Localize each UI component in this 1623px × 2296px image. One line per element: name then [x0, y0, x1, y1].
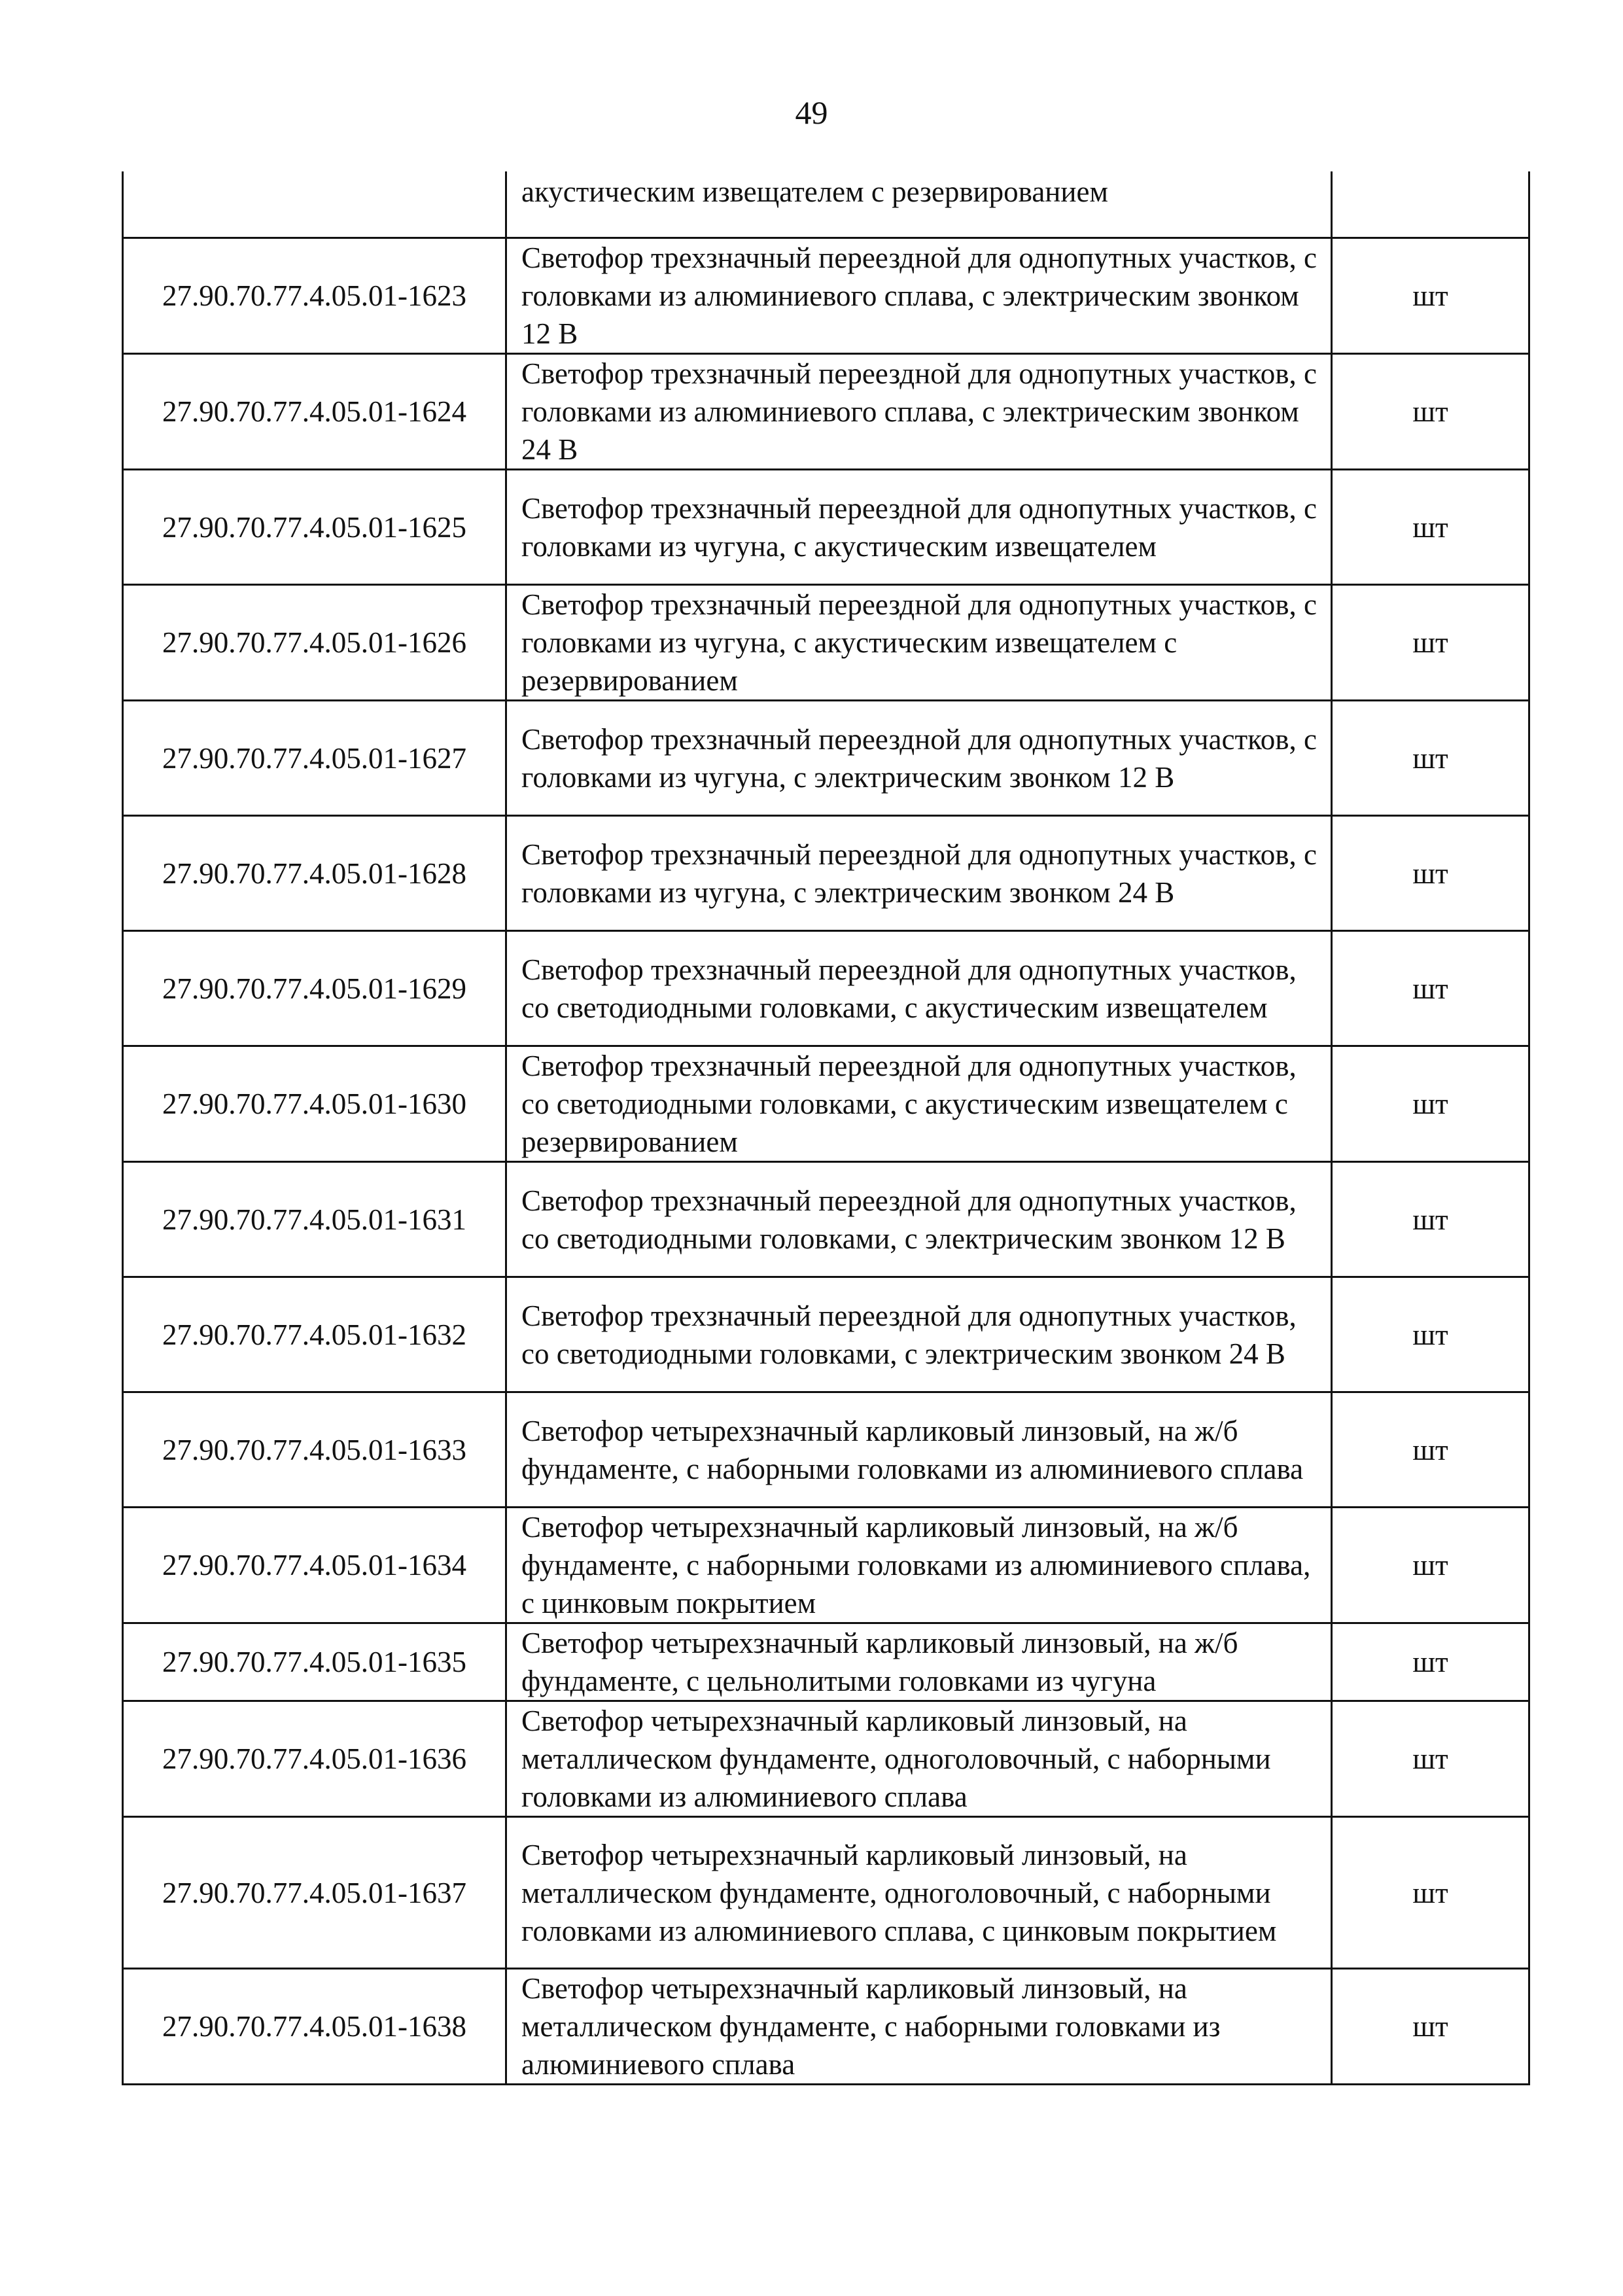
table-row — [123, 1392, 1529, 1508]
table-row — [123, 470, 1529, 585]
table-row — [123, 1817, 1529, 1969]
code-cell: 27.90.70.77.4.05.01-1624 — [123, 354, 506, 470]
unit-cell: шт — [1332, 931, 1529, 1046]
code-cell — [123, 171, 506, 238]
unit-cell: шт — [1332, 1969, 1529, 2085]
unit-cell: шт — [1332, 1817, 1529, 1969]
unit-cell: шт — [1332, 238, 1529, 354]
unit-cell: шт — [1332, 1623, 1529, 1701]
code-cell: 27.90.70.77.4.05.01-1626 — [123, 585, 506, 701]
name-cell: Светофор четырехзначный карликовый линзовый, на металлическом фундаменте, с наборными головками из алюминиевого сплава — [506, 1969, 1332, 2085]
name-cell: Светофор трехзначный переездной для однопутных участков, со светодиодными головками, с акустическим извещателем с резервированием — [506, 1046, 1332, 1162]
table-row — [123, 1508, 1529, 1623]
unit-cell: шт — [1332, 1508, 1529, 1623]
name-cell: Светофор трехзначный переездной для однопутных участков, с головками из чугуна, с акустическим извещателем — [506, 470, 1332, 585]
code-cell: 27.90.70.77.4.05.01-1633 — [123, 1392, 506, 1508]
name-cell: Светофор трехзначный переездной для однопутных участков, с головками из чугуна, с электрическим звонком 12 В — [506, 701, 1332, 816]
name-cell: Светофор четырехзначный карликовый линзовый, на металлическом фундаменте, одноголовочный, с наборными головками из алюминиевого сплава — [506, 1701, 1332, 1817]
name-cell: акустическим извещателем с резервированием — [506, 171, 1332, 238]
name-cell: Светофор четырехзначный карликовый линзовый, на ж/б фундаменте, с наборными головками из алюминиевого сплава — [506, 1392, 1332, 1508]
name-cell: Светофор четырехзначный карликовый линзовый, на металлическом фундаменте, одноголовочный, с наборными головками из алюминиевого сплава, с цинковым покрытием — [506, 1817, 1332, 1969]
table-row — [123, 354, 1529, 470]
name-cell: Светофор трехзначный переездной для однопутных участков, с головками из чугуна, с акустическим извещателем с резервированием — [506, 585, 1332, 701]
page-number: 49 — [795, 94, 828, 131]
table-row — [123, 701, 1529, 816]
unit-cell: шт — [1332, 701, 1529, 816]
table-row — [123, 1162, 1529, 1277]
table-row — [123, 1969, 1529, 2085]
name-cell: Светофор четырехзначный карликовый линзовый, на ж/б фундаменте, с наборными головками из алюминиевого сплава, с цинковым покрытием — [506, 1508, 1332, 1623]
unit-cell: шт — [1332, 1701, 1529, 1817]
code-cell: 27.90.70.77.4.05.01-1636 — [123, 1701, 506, 1817]
code-cell: 27.90.70.77.4.05.01-1631 — [123, 1162, 506, 1277]
code-cell: 27.90.70.77.4.05.01-1628 — [123, 816, 506, 931]
unit-cell: шт — [1332, 585, 1529, 701]
table-row — [123, 816, 1529, 931]
code-cell: 27.90.70.77.4.05.01-1634 — [123, 1508, 506, 1623]
code-cell: 27.90.70.77.4.05.01-1627 — [123, 701, 506, 816]
table-row — [123, 1046, 1529, 1162]
unit-cell: шт — [1332, 816, 1529, 931]
unit-cell: шт — [1332, 1277, 1529, 1392]
unit-cell — [1332, 171, 1529, 238]
code-cell: 27.90.70.77.4.05.01-1632 — [123, 1277, 506, 1392]
unit-cell: шт — [1332, 470, 1529, 585]
name-cell: Светофор трехзначный переездной для однопутных участков, со светодиодными головками, с акустическим извещателем — [506, 931, 1332, 1046]
table-row — [123, 1623, 1529, 1701]
name-cell: Светофор трехзначный переездной для однопутных участков, со светодиодными головками, с электрическим звонком 24 В — [506, 1277, 1332, 1392]
table-row — [123, 585, 1529, 701]
code-cell: 27.90.70.77.4.05.01-1630 — [123, 1046, 506, 1162]
table-row — [123, 1701, 1529, 1817]
name-cell: Светофор трехзначный переездной для однопутных участков, с головками из чугуна, с электрическим звонком 24 В — [506, 816, 1332, 931]
resource-table-grid — [122, 171, 1530, 2085]
table-row — [123, 931, 1529, 1046]
unit-cell: шт — [1332, 354, 1529, 470]
table-row — [123, 1277, 1529, 1392]
code-cell: 27.90.70.77.4.05.01-1637 — [123, 1817, 506, 1969]
code-cell: 27.90.70.77.4.05.01-1638 — [123, 1969, 506, 2085]
table-row-continuation — [123, 171, 1529, 238]
code-cell: 27.90.70.77.4.05.01-1625 — [123, 470, 506, 585]
resource-table — [122, 171, 1528, 2085]
code-cell: 27.90.70.77.4.05.01-1623 — [123, 238, 506, 354]
name-cell: Светофор четырехзначный карликовый линзовый, на ж/б фундаменте, с цельнолитыми головками из чугуна — [506, 1623, 1332, 1701]
code-cell: 27.90.70.77.4.05.01-1629 — [123, 931, 506, 1046]
name-cell: Светофор трехзначный переездной для однопутных участков, со светодиодными головками, с электрическим звонком 12 В — [506, 1162, 1332, 1277]
name-cell: Светофор трехзначный переездной для однопутных участков, с головками из алюминиевого сплава, с электрическим звонком 24 В — [506, 354, 1332, 470]
unit-cell: шт — [1332, 1046, 1529, 1162]
code-cell: 27.90.70.77.4.05.01-1635 — [123, 1623, 506, 1701]
unit-cell: шт — [1332, 1392, 1529, 1508]
unit-cell: шт — [1332, 1162, 1529, 1277]
name-cell: Светофор трехзначный переездной для однопутных участков, с головками из алюминиевого сплава, с электрическим звонком 12 В — [506, 238, 1332, 354]
table-row — [123, 238, 1529, 354]
